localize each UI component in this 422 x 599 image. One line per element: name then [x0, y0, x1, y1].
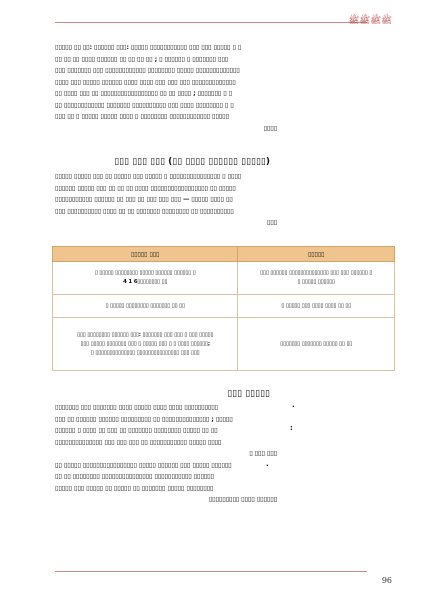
- cell-line: ▯▯▯ ▯▯▯▯▯▯▯▯ ▯▯▯▯▯▯ ▯▯▯: ▯▯▯▯▯▯▯ ▯▯▯ ▯▯▯ ▯ ▯▯▯ ▯▯▯▯▯: [77, 331, 214, 338]
- paragraph-line: ▯▯▯ ▯▯ ▯▯▯▯▯▯ ▯▯▯▯▯▯ ▯▯▯▯▯▯▯▯▯ ▯▯ ▯▯▯▯▯▯▯▯▯▯▯▯▯▯ ; ▯▯▯▯▯: [55, 414, 233, 423]
- paragraph-line: ▯▯▯▯▯▯▯▯▯▯▯ ▯▯▯▯▯▯ ▯▯ ▯▯▯ ▯▯ ▯▯▯ ▯▯▯ ▯▯▯ — ▯▯▯▯▯ ▯▯▯▯ ▯▯: [55, 195, 233, 203]
- paragraph-line: ▯▯▯▯: [263, 123, 277, 132]
- bullet-mark: .: [266, 460, 269, 468]
- bullet-mark: :: [290, 424, 293, 432]
- paragraph-line: ▯▯▯▯▯▯▯▯▯ ▯▯▯▯ ▯▯▯▯▯▯: [208, 495, 277, 503]
- table-cell: [238, 262, 395, 295]
- paragraph-line: ▯▯ ▯▯ ▯▯ ▯▯▯▯ ▯▯▯▯▯▯ ▯▯ ▯▯ ▯▯ ▯▯ ; ▯ ▯▯▯▯▯▯ ▯ ▯▯▯▯▯▯▯ ▯▯▯: [55, 54, 229, 63]
- paragraph-3: [55, 402, 277, 506]
- paragraph-line: ▯▯▯ ▯▯ ▯ ▯▯▯▯▯ ▯▯▯▯▯ ▯▯▯▯ ▯ ▯▯▯▯▯▯▯▯ ▯▯▯▯▯▯▯▯▯▯▯▯ ▯▯▯▯▯: [55, 112, 229, 120]
- paragraph-line: ▯▯▯▯▯▯▯▯▯▯▯▯▯▯ ▯▯▯ ▯▯▯ ▯▯▯ ▯▯ ▯▯▯▯▯▯▯▯▯▯▯ ▯▯▯▯▯ ▯▯▯▯: [55, 437, 222, 446]
- table-header-cell: ▯▯▯▯▯: [238, 247, 395, 262]
- paragraph-line: ▯▯▯▯▯ ▯▯▯▯▯ ▯▯▯ ▯▯ ▯▯▯▯▯ ▯▯▯ ▯▯▯▯▯ ▯ ▯▯▯▯▯▯▯▯▯▯▯▯▯▯▯ ▯ ▯▯▯▯: [55, 172, 242, 180]
- paragraph-line: ▯▯▯ ▯▯▯▯▯▯▯▯▯▯ ▯▯▯▯ ▯▯ ▯▯ ▯▯▯▯▯▯▯ ▯▯▯▯▯▯▯▯ ▯▯ ▯▯▯▯▯▯▯▯▯▯: [55, 206, 234, 215]
- table-row: [53, 262, 395, 295]
- paragraph-line: ▯▯▯ ▯▯▯▯▯▯▯ ▯▯▯ ▯▯▯▯▯▯▯▯▯▯▯▯ ▯▯▯▯▯▯▯▯ ▯▯▯▯▯ ▯▯▯▯▯▯▯▯▯▯▯▯▯: [55, 66, 240, 74]
- table-header-cell: ▯▯▯▯▯ ▯▯▯: [53, 247, 238, 262]
- paragraph-line: ▯ ▯▯▯ ▯▯▯: [249, 449, 277, 457]
- paragraph-2: [55, 171, 277, 229]
- paragraph-line: ▯▯ ▯▯▯▯ ▯▯▯ ▯▯ ▯▯▯▯▯▯▯▯▯▯▯▯▯▯▯▯▯ ▯▯ ▯▯ ▯▯▯▯ ; ▯▯▯▯▯▯▯ ▯ ▯: [55, 89, 233, 97]
- cell-line: ▯▯▯ ▯▯▯▯▯ ▯▯▯▯▯▯▯ ▯▯▯ ▯ ▯▯▯▯▯ ▯▯▯ ▯ ▯ ▯▯▯▯ ▯▯▯▯▯▯;: [80, 340, 210, 347]
- comparison-table: [52, 246, 395, 371]
- section-heading: ▯▯▯ ▯▯▯▯▯: [227, 389, 270, 399]
- cell-line: ▯ ▯▯▯▯▯ ▯▯▯▯▯▯▯▯ ▯▯▯▯▯ ▯▯▯▯▯▯ ▯▯▯▯▯▯ ▯: [94, 270, 196, 276]
- paragraph-line: ▯▯ ▯▯ ▯▯▯▯▯▯▯▯ ▯▯▯▯▯▯▯▯▯▯▯▯▯▯▯ ▯▯▯▯▯▯▯▯▯▯▯ ▯▯▯▯▯▯: [55, 472, 214, 480]
- cell-line: ▯▯▯ ▯▯▯▯▯▯ ▯▯▯▯▯▯▯▯▯▯▯▯▯▯ ▯▯▯ ▯▯▯ ▯▯▯▯▯▯ ▯: [260, 270, 373, 276]
- footer-rule: [55, 571, 367, 572]
- paragraph-line: ▯▯▯▯▯▯ ▯ ▯▯▯▯ ▯▯ ▯▯▯ ▯▯ ▯▯▯▯▯▯▯ ▯▯▯▯▯▯▯▯ ▯▯▯▯▯ ▯▯ ▯▯: [55, 426, 218, 434]
- cell-line: ▯ ▯▯▯▯▯▯▯▯▯▯▯▯▯▯ ▯▯▯▯▯▯▯▯▯▯▯▯▯▯▯ ▯▯▯ ▯▯▯: [90, 349, 200, 356]
- header-rule: [55, 22, 367, 23]
- table-cell: [53, 295, 238, 318]
- cell-line: ▯▯▯▯▯▯▯ ▯▯▯▯▯▯▯ ▯▯▯▯▯ ▯▯ ▯▯: [280, 340, 353, 347]
- table-cell: [53, 262, 238, 295]
- paragraph-line: ▯▯ ▯▯▯▯▯ ▯▯▯▯▯▯▯▯▯▯▯▯▯▯▯▯ ▯▯▯▯▯ ▯▯▯▯▯▯ ▯▯▯ ▯▯▯▯▯ ▯▯▯▯▯▯: [55, 460, 232, 469]
- paragraph-line: ▯▯ ▯▯▯▯▯▯▯▯▯▯▯▯ ▯▯▯▯▯▯▯ ▯▯▯▯▯▯▯▯▯▯ ▯▯▯ ▯▯▯▯ ▯▯▯▯▯▯▯▯ ▯ ▯: [55, 100, 234, 109]
- table-cell: [53, 318, 238, 371]
- paragraph-line: ▯▯▯▯ ▯▯▯ ▯▯▯▯▯ ▯▯▯▯▯▯ ▯▯▯▯ ▯▯▯▯ ▯▯▯ ▯▯▯ ▯▯▯ ▯▯▯▯▯▯▯▯▯▯▯▯▯: [55, 77, 236, 86]
- paragraph-1: [55, 42, 277, 134]
- cell-line: 4 1 6▯▯▯▯▯▯▯▯ ▯▯: [123, 279, 168, 285]
- paragraph-line: ▯▯▯▯▯▯ ▯▯▯▯▯ ▯▯▯ ▯▯ ▯▯ ▯▯ ▯▯▯▯ ▯▯▯▯▯▯▯▯▯▯▯▯▯▯▯▯▯ ▯▯ ▯▯▯▯▯: [55, 183, 236, 192]
- bullet-mark: .: [292, 401, 295, 409]
- page-number: 96: [381, 576, 392, 585]
- table-cell: [238, 295, 395, 318]
- table-row: [53, 295, 395, 318]
- cell-line: ▯ ▯▯▯▯▯ ▯▯▯▯▯▯▯▯ ▯▯▯▯▯▯▯ ▯▯ ▯▯: [105, 302, 185, 309]
- cell-line: ▯ ▯▯▯▯▯ ▯▯▯▯▯▯: [297, 279, 335, 285]
- table-cell: [238, 318, 395, 371]
- paragraph-line: ▯▯▯▯▯▯▯ ▯▯▯ ▯▯▯▯▯▯▯ ▯▯▯▯ ▯▯▯▯▯ ▯▯▯▯ ▯▯▯▯ ▯▯▯▯▯▯▯▯▯▯: [55, 403, 219, 411]
- section-heading: ▯▯▯ ▯▯▯ ▯▯▯ (▯▯ ▯▯▯▯ ▯▯▯▯▯▯ ▯▯▯▯▯): [114, 157, 270, 167]
- cell-line: ▯ ▯▯▯▯▯ ▯▯▯ ▯▯▯▯ ▯▯▯▯ ▯▯ ▯▯: [281, 302, 352, 309]
- paragraph-line: ▯▯▯: [266, 218, 277, 226]
- table-row: [53, 318, 395, 371]
- paragraph-line: ▯▯▯▯▯ ▯▯ ▯▯: ▯▯▯▯▯▯ ▯▯▯: ▯▯▯▯▯ ▯▯▯▯▯▯▯▯▯▯▯ ▯▯▯ ▯▯▯ ▯▯▯▯▯ ▯ ▯: [55, 43, 242, 51]
- paragraph-line: ▯▯▯▯▯ ▯▯▯ ▯▯▯▯▯ ▯▯ ▯▯▯▯▯ ▯▯ ▯▯▯▯▯▯▯ ▯▯▯▯▯ ▯▯▯▯▯▯▯▯: [55, 483, 214, 492]
- header-ornament: ﷺﷺﷺﷺ: [348, 16, 392, 26]
